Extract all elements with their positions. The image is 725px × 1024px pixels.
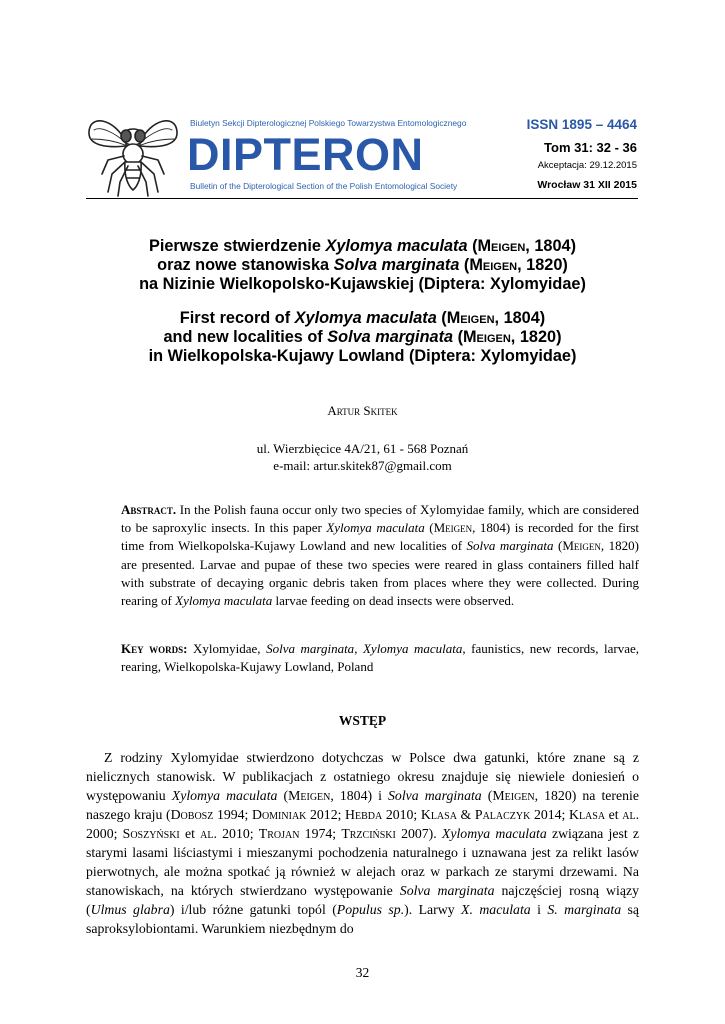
bulletin-english-subtitle: Bulletin of the Dipterological Section of the Polish Entomological Society [190,181,458,191]
page-number: 32 [355,965,370,980]
author-name: Artur Skitek [327,403,398,418]
section-heading: WSTĘP [338,713,387,728]
journal-brand: DIPTERON [187,129,424,180]
place-date: Wrocław 31 XII 2015 [537,179,637,191]
street-address: ul. Wierzbięcice 4A/21, 61 - 568 Poznań [256,441,469,456]
fly-logo-icon [86,112,180,198]
acceptance-date: Akceptacja: 29.12.2015 [537,160,637,171]
bulletin-polish-subtitle: Biuletyn Sekcji Dipterologicznej Polskiego Towarzystwa Entomologicznego [190,118,467,128]
email-address: e-mail: artur.skitek87@gmail.com [273,458,452,473]
body-paragraph: Z rodziny Xylomyidae stwierdzono dotychczas w Polsce dwa gatunki, które znane są z nielicznych stanowisk. W publikacjach z ostatniego okresu znajduje się niewiele doniesień o występowaniu Xylomya maculata (Meigen, 1804) i Solva marginata (Meigen, 1820) na terenie naszego kraju (Dobosz 1994; Dominiak 2012; Hebda 2010; Klasa & Palaczyk 2014; Klasa et al. 2000; Soszyński et al. 2010; Trojan 1974; Trzciński 2007). Xylomya maculata związana jest z starymi lasami liściastymi i mieszanymi pochodzenia naturalnego i uznawana jest za relikt lasów pierwotnych, ale można spotkać ją również w alejach oraz w parkach ze starymi drzewami. Na stanowiskach, na których stwierdzano występowanie Solva marginata najczęściej rosną wiązy (Ulmus glabra) i/lub różne gatunki topól (Populus sp.). Larwy X. maculata i S. marginata są saproksylobiontami. Warunkiem niezbędnym do [86,750,640,936]
issn-number: ISSN 1895 – 4464 [526,117,637,132]
abstract: Abstract. In the Polish fauna occur only two species of Xylomyidae family, which are considered to be saproxylic insects. In this paper Xylomya maculata (Meigen, 1804) is recorded for the first time from Wielkopolska-Kujawy Lowland and new localities of Solva marginata (Meigen, 1820) are presented. Larvae and pupae of these two species were reared in glass containers filled half with substrate of decaying organic debris taken from places where they were collected. During rearing of Xylomya maculata larvae feeding on dead insects were observed. [121,502,639,609]
keywords: Key words: Xylomyidae, Solva marginata, Xylomya maculata, faunistics, new records, larvae, rearing, Wielkopolska-Kujawy Lowland, Poland [121,641,640,675]
author-address [0,440,725,474]
masthead-divider [86,198,638,199]
volume-pages: Tom 31: 32 - 36 [544,140,637,155]
title-polish: Pierwsze stwierdzenie Xylomya maculata (Meigen, 1804) oraz nowe stanowiska Solva marginata (Meigen, 1820) na Nizinie Wielkopolsko-Kujawskiej (Diptera: Xylomyidae) [139,237,586,293]
title-english: First record of Xylomya maculata (Meigen, 1804) and new localities of Solva marginata (Meigen, 1820) in Wielkopolska-Kujawy Lowland (Diptera: Xylomyidae) [148,309,577,365]
